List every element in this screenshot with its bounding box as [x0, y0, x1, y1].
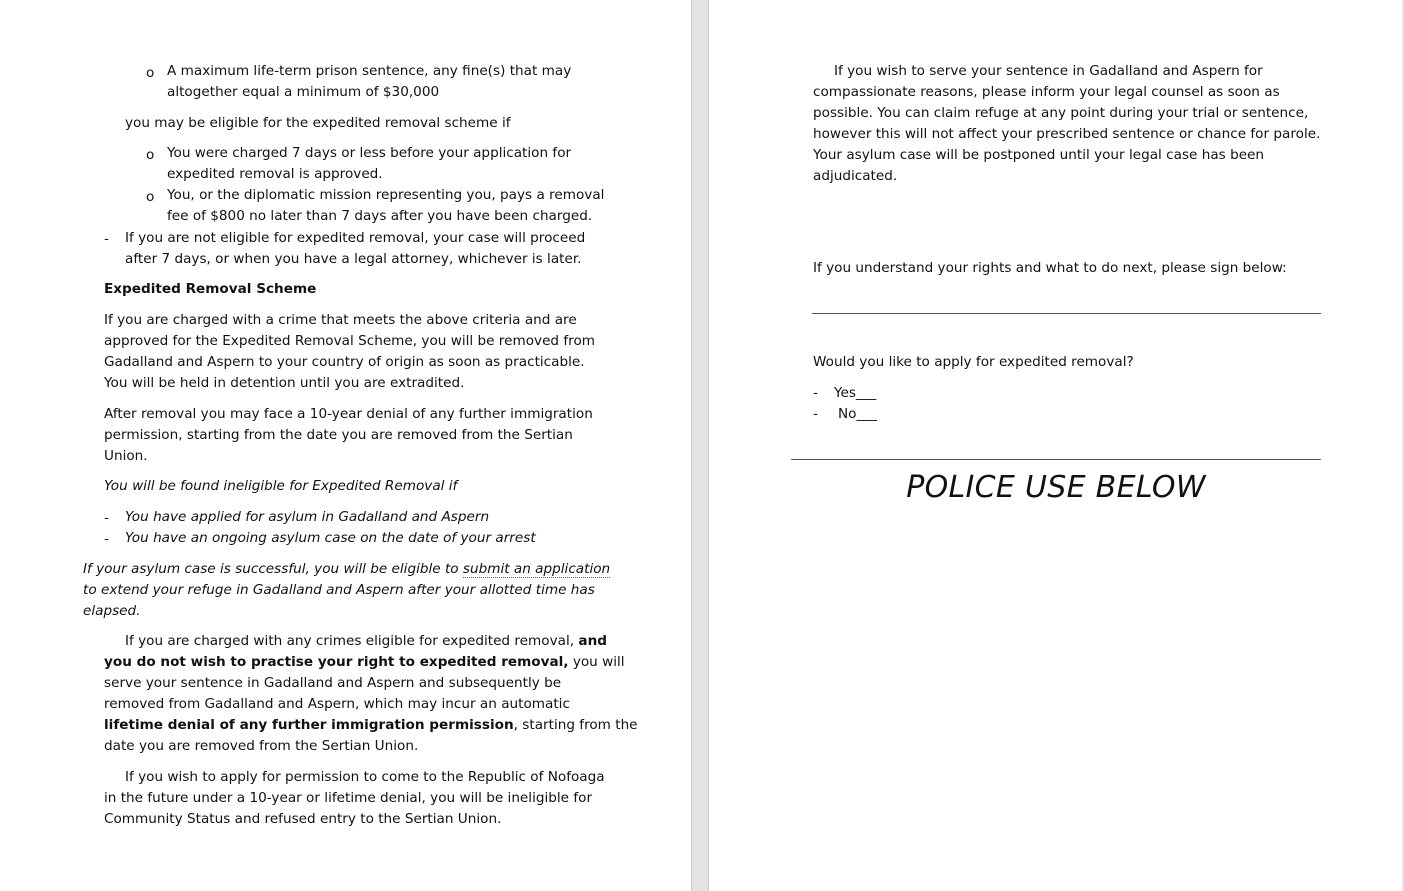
- signature-line[interactable]: [812, 313, 1321, 314]
- bold-run: you do not wish to practise your right to expedited removal,: [104, 654, 569, 670]
- eligible-intro: you may be eligible for the expedited removal scheme if: [125, 115, 511, 131]
- text-run: If your asylum case is successful, you will be eligible to: [83, 561, 463, 577]
- paragraph-line: approved for the Expedited Removal Scheme, you will be removed from: [104, 333, 596, 349]
- sign-prompt: If you understand your rights and what to do next, please sign below:: [813, 260, 1287, 276]
- dash-line: after 7 days, or when you have a legal attorney, whichever is later.: [125, 251, 582, 267]
- option-yes[interactable]: Yes___: [834, 385, 877, 401]
- paragraph-line: to extend your refuge in Gadalland and Aspern after your allotted time has: [83, 582, 595, 598]
- paragraph-line: in the future under a 10-year or lifetime denial, you will be ineligible for: [104, 790, 593, 806]
- bullet-marker: o: [146, 189, 155, 205]
- paragraph-line: You will be held in detention until you are extradited.: [104, 375, 465, 391]
- bullet-item-max-sentence: [167, 61, 571, 103]
- paragraph-nofoaga: [104, 767, 605, 830]
- paragraph-line: compassionate reasons, please inform your legal counsel as soon as: [813, 84, 1280, 100]
- text-run: , starting from the: [513, 717, 638, 733]
- bullet-line: A maximum life-term prison sentence, any fine(s) that may: [167, 63, 572, 79]
- paragraph-line: elapsed.: [83, 603, 141, 619]
- bullet-item-charged-7-days: [167, 143, 571, 185]
- dash-line: If you are not eligible for expedited removal, your case will proceed: [125, 230, 586, 246]
- bullet-line: fee of $800 no later than 7 days after you have been charged.: [167, 208, 593, 224]
- ineligible-item-applied-asylum: You have applied for asylum in Gadalland and Aspern: [125, 509, 490, 525]
- paragraph-no-expedited: [104, 631, 638, 757]
- submit-application-link[interactable]: submit an application: [462, 561, 611, 577]
- paragraph-line: [104, 631, 638, 652]
- paragraph-line: Union.: [104, 448, 148, 464]
- option-no[interactable]: No___: [838, 406, 877, 422]
- dash-marker: -: [104, 231, 109, 247]
- paragraph-line: permission, starting from the date you are removed from the Sertian: [104, 427, 573, 443]
- dash-marker: -: [104, 531, 109, 547]
- paragraph-line: [104, 715, 638, 736]
- paragraph-after-removal: [104, 404, 593, 467]
- dash-marker: -: [813, 385, 818, 401]
- paragraph-line: possible. You can claim refuge at any point during your trial or sentence,: [813, 105, 1309, 121]
- bold-run: and: [578, 633, 607, 649]
- paragraph-line: removed from Gadalland and Aspern, which may incur an automatic: [104, 696, 570, 712]
- paragraph-asylum-success: [83, 559, 610, 622]
- text-run: If you are charged with any crimes eligible for expedited removal,: [125, 633, 579, 649]
- section-heading: Expedited Removal Scheme: [104, 281, 317, 297]
- paragraph-line: After removal you may face a 10-year denial of any further immigration: [104, 406, 593, 422]
- bullet-line: altogether equal a minimum of $30,000: [167, 84, 440, 100]
- paragraph-line: [104, 652, 638, 673]
- paragraph-compassionate: [813, 61, 1320, 187]
- bullet-item-removal-fee: [167, 185, 604, 227]
- paragraph-line: If you wish to serve your sentence in Gadalland and Aspern for: [834, 63, 1263, 79]
- section-divider: [791, 459, 1321, 460]
- paragraph-line: If you are charged with a crime that meets the above criteria and are: [104, 312, 577, 328]
- paragraph-line: date you are removed from the Sertian Union.: [104, 738, 419, 754]
- document-page-left: [0, 0, 692, 891]
- bullet-marker: o: [146, 65, 155, 81]
- paragraph-line: adjudicated.: [813, 168, 898, 184]
- bullet-line: You were charged 7 days or less before your application for: [167, 145, 572, 161]
- paragraph-line: however this will not affect your prescribed sentence or chance for parole.: [813, 126, 1321, 142]
- paragraph-criteria: [104, 310, 595, 394]
- dash-marker: -: [813, 406, 818, 422]
- ineligible-item-ongoing-case: You have an ongoing asylum case on the date of your arrest: [125, 530, 536, 546]
- paragraph-line: serve your sentence in Gadalland and Aspern and subsequently be: [104, 675, 562, 691]
- paragraph-line: If you wish to apply for permission to come to the Republic of Nofoaga: [125, 769, 605, 785]
- text-run: you will: [568, 654, 625, 670]
- paragraph-line: Gadalland and Aspern to your country of origin as soon as practicable.: [104, 354, 585, 370]
- paragraph-line: Community Status and refused entry to the Sertian Union.: [104, 811, 502, 827]
- expedited-question: Would you like to apply for expedited removal?: [813, 354, 1134, 370]
- ineligible-intro: You will be found ineligible for Expedited Removal if: [104, 478, 458, 494]
- dash-marker: -: [104, 510, 109, 526]
- bullet-marker: o: [146, 147, 155, 163]
- page-gutter: [692, 0, 708, 891]
- police-use-heading: POLICE USE BELOW: [906, 470, 1206, 505]
- document-page-right: [708, 0, 1402, 891]
- bullet-line: expedited removal is approved.: [167, 166, 383, 182]
- bold-run: lifetime denial of any further immigration permission: [104, 717, 514, 733]
- paragraph-line: [83, 559, 610, 580]
- paragraph-line: Your asylum case will be postponed until your legal case has been: [813, 147, 1265, 163]
- dash-item-not-eligible: [125, 228, 585, 270]
- bullet-line: You, or the diplomatic mission representing you, pays a removal: [167, 187, 605, 203]
